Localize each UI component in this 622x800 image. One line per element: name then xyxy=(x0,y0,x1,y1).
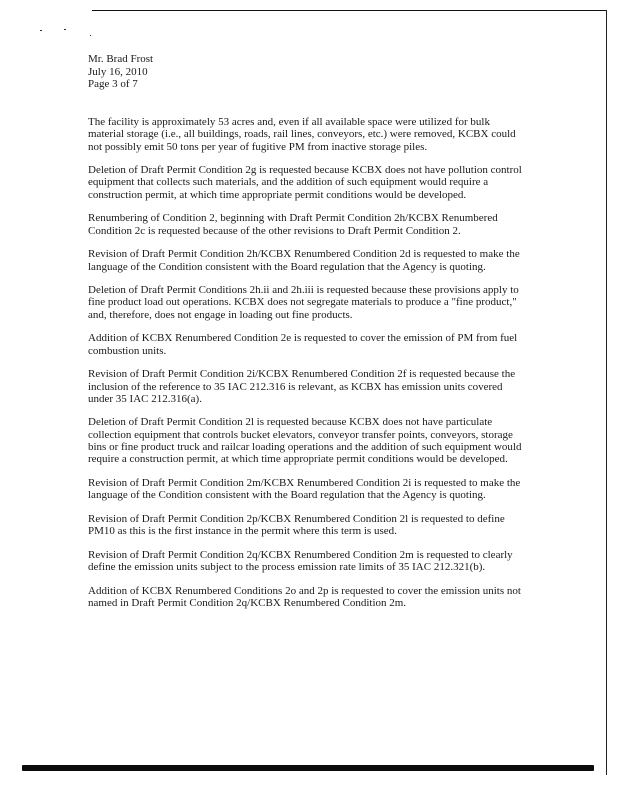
body-paragraph: Revision of Draft Permit Condition 2p/KCBX Renumbered Condition 2l is requested to define PM10 as this is the first instance in the permit where this term is used. xyxy=(88,512,505,538)
body-paragraph: Revision of Draft Permit Condition 2q/KCBX Renumbered Condition 2m is requested to clearly define the emission units subject to the process emission rate limits of 35 IAC 212.321(b). xyxy=(88,548,513,573)
body-paragraph: Deletion of Draft Permit Condition 2l is requested because KCBX does not have particulate collection equipment that controls bucket elevators, conveyor transfer points, conveyors, storage bins or fine product truck and railcar loading operations and the addition of such equipment would require a construction permit, at which time appropriate permit conditions would be developed. xyxy=(88,416,522,466)
body-paragraph: Revision of Draft Permit Condition 2i/KCBX Renumbered Condition 2f is requested because the inclusion of the reference to 35 IAC 212.316 is relevant, as KCBX has emission units covered under 35 IAC 212.316(a). xyxy=(88,368,516,405)
bottom-border-bar xyxy=(22,765,594,771)
top-border-line xyxy=(92,10,607,11)
body-paragraph: Deletion of Draft Permit Condition 2g is requested because KCBX does not have pollution control equipment that collects such materials, and the addition of such equipment would require a construction permit, at which time appropriate permit conditions would be developed. xyxy=(88,164,522,201)
recipient-name: Mr. Brad Frost xyxy=(88,53,154,65)
scan-speck xyxy=(40,30,42,31)
body-paragraph: Revision of Draft Permit Condition 2m/KCBX Renumbered Condition 2i is requested to make the language of the Condition consistent with the Board regulation that the Agency is quoting. xyxy=(88,476,521,502)
body-paragraph: Addition of KCBX Renumbered Condition 2e is requested to cover the emission of PM from fuel combustion units. xyxy=(88,332,518,357)
body-paragraph: Addition of KCBX Renumbered Conditions 2o and 2p is requested to cover the emission units not named in Draft Permit Condition 2q/KCBX Renumbered Condition 2m. xyxy=(88,584,521,609)
body-paragraph: Deletion of Draft Permit Conditions 2h.ii and 2h.iii is requested because these provisions apply to fine product load out operations. KCBX does not segregate materials to produce a "fine product," and, therefore, does not engage in loading out fine products. xyxy=(88,284,519,321)
body-paragraph: Renumbering of Condition 2, beginning with Draft Permit Condition 2h/KCBX Renumbered Condition 2c is requested because of the other revisions to Draft Permit Condition 2. xyxy=(88,212,498,237)
scan-speck xyxy=(64,29,66,30)
body-paragraph: The facility is approximately 53 acres and, even if all available space were utilized for bulk material storage (i.e., all buildings, roads, rail lines, conveyors, etc.) were removed, KCBX could not possibly emit 50 tons per year of fugitive PM from inactive storage piles. xyxy=(88,116,516,153)
letter-header xyxy=(88,53,153,91)
right-border-line xyxy=(606,10,607,775)
scan-speck xyxy=(90,35,91,36)
letter-date: July 16, 2010 xyxy=(88,65,148,78)
body-paragraph: Revision of Draft Permit Condition 2h/KCBX Renumbered Condition 2d is requested to make the language of the Condition consistent with the Board regulation that the Agency is quoting. xyxy=(88,248,520,273)
page-number: Page 3 of 7 xyxy=(88,78,138,90)
letter-body xyxy=(88,116,526,620)
